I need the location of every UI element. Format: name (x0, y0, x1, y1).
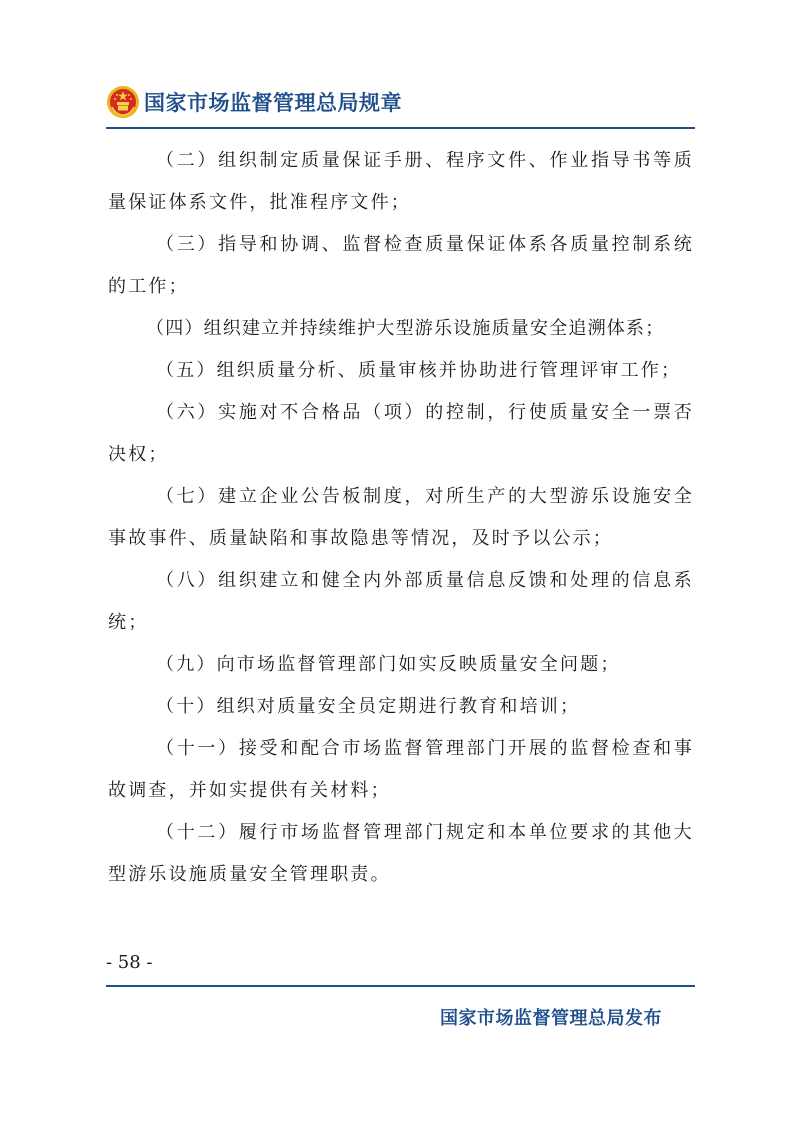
page-header (106, 84, 402, 120)
footer-divider (106, 985, 695, 987)
paragraph-item-3: （三）指导和协调、监督检查质量保证体系各质量控制系统的工作； (108, 234, 694, 297)
paragraph-item-6: （六）实施对不合格品（项）的控制，行使质量安全一票否决权； (108, 402, 694, 465)
paragraph-item-2: （二）组织制定质量保证手册、程序文件、作业指导书等质量保证体系文件，批准程序文件； (108, 150, 694, 213)
paragraph-item-7: （七）建立企业公告板制度，对所生产的大型游乐设施安全事故事件、质量缺陷和事故隐患等情况，及时予以公示； (108, 486, 694, 549)
paragraph-item-10: （十）组织对质量安全员定期进行教育和培训； (156, 696, 581, 717)
document-body (108, 140, 694, 896)
header-divider (106, 127, 695, 129)
paragraph-item-5: （五）组织质量分析、质量审核并协助进行管理评审工作； (156, 360, 682, 381)
page-number: - 58 - (106, 952, 153, 973)
footer-publisher: 国家市场监督管理总局发布 (440, 1008, 662, 1029)
paragraph-item-9: （九）向市场监督管理部门如实反映质量安全问题； (156, 654, 621, 675)
paragraph-item-4: （四）组织建立并持续维护大型游乐设施质量安全追溯体系； (146, 318, 665, 339)
header-title: 国家市场监督管理总局规章 (144, 91, 402, 115)
national-emblem-icon (106, 85, 140, 119)
paragraph-item-8: （八）组织建立和健全内外部质量信息反馈和处理的信息系统； (108, 570, 694, 633)
paragraph-item-12: （十二）履行市场监督管理部门规定和本单位要求的其他大型游乐设施质量安全管理职责。 (108, 822, 694, 885)
paragraph-item-11: （十一）接受和配合市场监督管理部门开展的监督检查和事故调查，并如实提供有关材料； (108, 738, 694, 801)
